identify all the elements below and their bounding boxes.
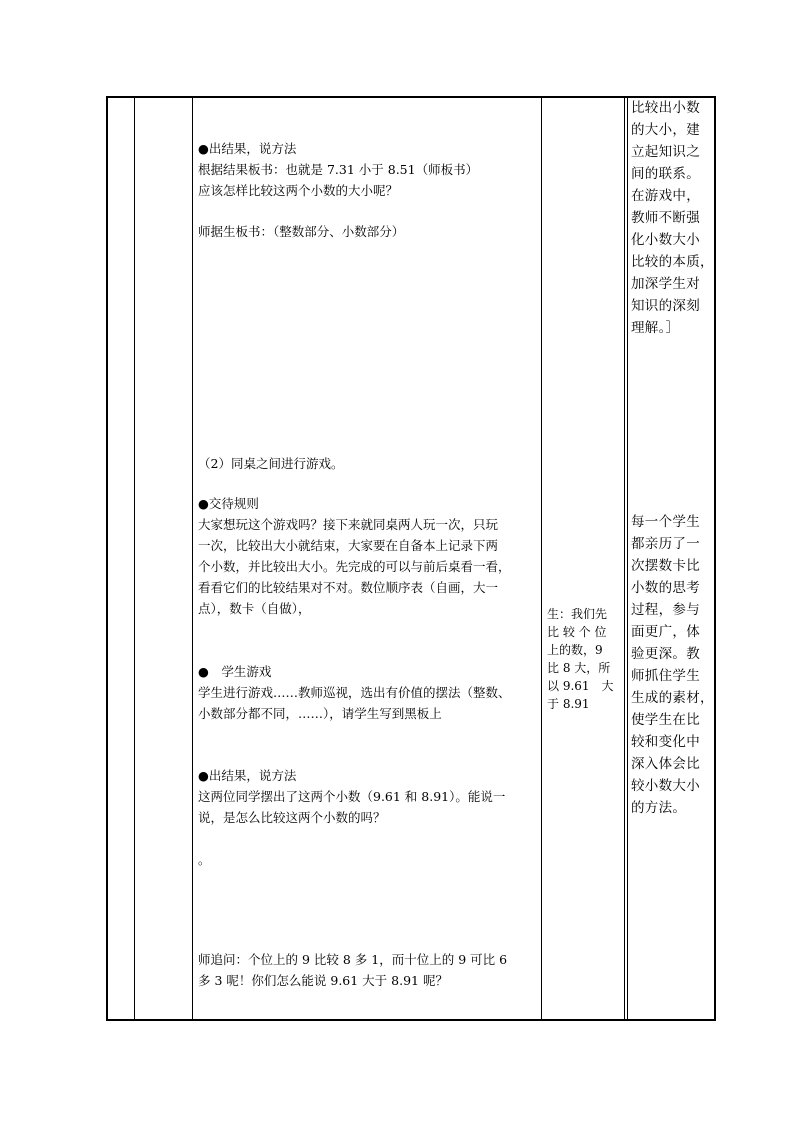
result-heading-2: ●出结果，说方法 bbox=[198, 768, 297, 783]
game-line: 学生进行游戏……教师巡视，选出有价值的摆法（整数、 bbox=[198, 685, 511, 700]
student-line: 以 9.61 大 bbox=[547, 679, 614, 693]
game-heading: ● 学生游戏 bbox=[198, 664, 272, 679]
board-parts-line: 师据生板书：（整数部分、小数部分） bbox=[198, 224, 405, 239]
intent-line: 加深学生对 bbox=[631, 276, 700, 292]
intent-line: 化小数大小 bbox=[631, 232, 700, 248]
intent-line: 每一个学生 bbox=[631, 514, 700, 530]
game-line: 小数部分都不同，……），请学生写到黑板上 bbox=[198, 706, 442, 721]
column-divider-2 bbox=[192, 98, 193, 1019]
student-line: 于 8.91 bbox=[547, 697, 590, 711]
intent-line: 知识的深刻 bbox=[631, 298, 700, 314]
intent-line: 生成的素材， bbox=[631, 690, 714, 706]
result-dot: 。 bbox=[198, 852, 211, 867]
rules-line: 大家想玩这个游戏吗？接下来就同桌两人玩一次，只玩 bbox=[198, 517, 499, 532]
intent-line: 面更广，体 bbox=[631, 624, 700, 640]
column-divider-3 bbox=[541, 98, 542, 1019]
question-line: 应该怎样比较这两个小数的大小呢？ bbox=[198, 183, 399, 198]
column-divider-1 bbox=[134, 98, 135, 1019]
rules-heading: ●交待规则 bbox=[198, 496, 259, 511]
intent-line: 验更深。教 bbox=[631, 646, 700, 662]
intent-line: 立起知识之 bbox=[631, 144, 700, 160]
student-line: 生：我们先 bbox=[547, 607, 608, 621]
intent-line: 师抓住学生 bbox=[631, 668, 700, 684]
student-line: 比 较 个 位 bbox=[547, 625, 607, 639]
rules-line: 看看它们的比较结果对不对。数位顺序表（自画，大一 bbox=[198, 580, 499, 595]
rules-line: 点），数卡（自做）， bbox=[198, 601, 311, 616]
intent-line: 在游戏中， bbox=[631, 188, 700, 204]
result-line: 这两位同学摆出了这两个小数（9.61 和 8.91）。能说一 bbox=[198, 789, 506, 804]
intent-line: 比较出小数 bbox=[631, 100, 700, 116]
intent-line: 过程，参与 bbox=[631, 602, 700, 618]
intent-line: 较小数大小 bbox=[631, 778, 700, 794]
result-heading-1: ●出结果，说方法 bbox=[198, 141, 297, 156]
student-line: 比 8 大，所 bbox=[547, 661, 611, 675]
intent-line: 理解。］ bbox=[631, 320, 680, 336]
intent-line: 使学生在比 bbox=[631, 712, 700, 728]
intent-line: 比较的本质， bbox=[631, 254, 714, 270]
intent-line: 次摆数卡比 bbox=[631, 558, 700, 574]
intent-line: 较和变化中 bbox=[631, 734, 700, 750]
board-note-line: 根据结果板书：也就是 7.31 小于 8.51（师板书） bbox=[198, 162, 479, 177]
followup-line: 师追问：个位上的 9 比较 8 多 1，而十位上的 9 可比 6 bbox=[198, 952, 508, 967]
intent-line: 都亲历了一 bbox=[631, 536, 700, 552]
intent-line: 深入体会比 bbox=[631, 756, 700, 772]
result-line: 说，是怎么比较这两个小数的吗？ bbox=[198, 810, 386, 825]
intent-line: 的大小，建 bbox=[631, 122, 700, 138]
intent-line: 的方法。 bbox=[631, 800, 687, 816]
intent-line: 小数的思考 bbox=[631, 580, 700, 596]
rules-line: 个小数，并比较出大小。先完成的可以与前后桌看一看， bbox=[198, 559, 511, 574]
student-line: 上的数，9 bbox=[547, 643, 603, 657]
intent-line: 间的联系。 bbox=[631, 166, 700, 182]
column-divider-4 bbox=[624, 98, 628, 1019]
followup-line: 多 3 呢！你们怎么能说 9.61 大于 8.91 呢？ bbox=[198, 973, 448, 988]
intent-line: 教师不断强 bbox=[631, 210, 700, 226]
rules-line: 一次，比较出大小就结束，大家要在自备本上记录下两 bbox=[198, 538, 499, 553]
section-2-title: （2）同桌之间进行游戏。 bbox=[198, 456, 344, 471]
